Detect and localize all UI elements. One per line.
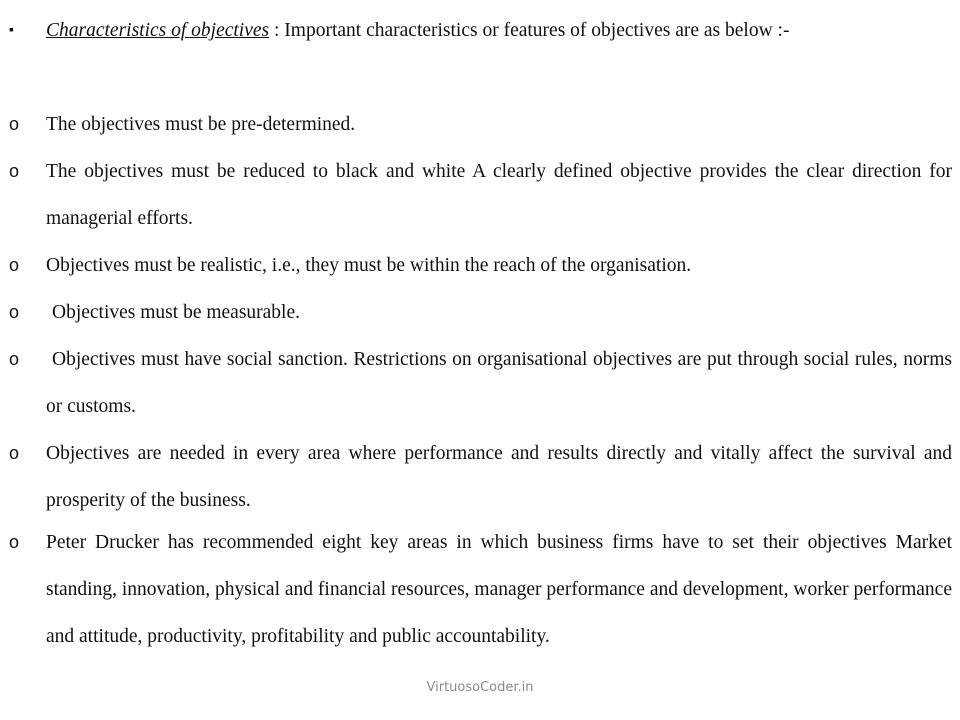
list-item-text: Objectives must have social sanction. Restrictions on organisational objectives are put through social rules, norms or customs. <box>46 349 952 417</box>
list-item-text: Objectives are needed in every area where performance and results directly and vitally affect the survival and prosperity of the business. <box>46 443 952 511</box>
heading-body: : Important characteristics or features of objectives are as below :- <box>269 20 790 41</box>
heading-paragraph <box>9 7 952 54</box>
list-item-text: Peter Drucker has recommended eight key areas in which business firms have to set their objectives Market standing, innovation, physical and financial resources, manager performance and development, worker performance and attitude, productivity, profitability and public accountability. <box>46 532 952 647</box>
circle-bullet-icon: o <box>9 349 20 369</box>
footer-watermark: VirtuosoCoder.in <box>426 680 534 695</box>
circle-bullet-icon: o <box>9 302 20 322</box>
circle-bullet-icon: o <box>9 443 20 463</box>
list-item-text: Objectives must be realistic, i.e., they must be within the reach of the organisation. <box>46 255 692 276</box>
heading-lead: Characteristics of objectives <box>46 20 270 41</box>
list-item <box>9 148 952 242</box>
list-item-text: Objectives must be measurable. <box>52 302 301 323</box>
list-item <box>9 430 952 524</box>
circle-bullet-icon: o <box>9 161 20 181</box>
list-item <box>9 101 952 148</box>
list-item <box>9 289 952 336</box>
list-item-text: The objectives must be pre-determined. <box>46 114 356 135</box>
heading-text <box>46 7 952 54</box>
circle-bullet-icon: o <box>9 532 20 552</box>
circle-bullet-icon: o <box>9 114 20 134</box>
square-bullet-icon: ▪ <box>9 23 14 38</box>
list-item <box>9 336 952 430</box>
list-item <box>9 519 952 660</box>
list-item <box>9 242 952 289</box>
circle-bullet-icon: o <box>9 255 20 275</box>
list-item-text: The objectives must be reduced to black and white A clearly defined objective provides the clear direction for managerial efforts. <box>46 161 952 229</box>
